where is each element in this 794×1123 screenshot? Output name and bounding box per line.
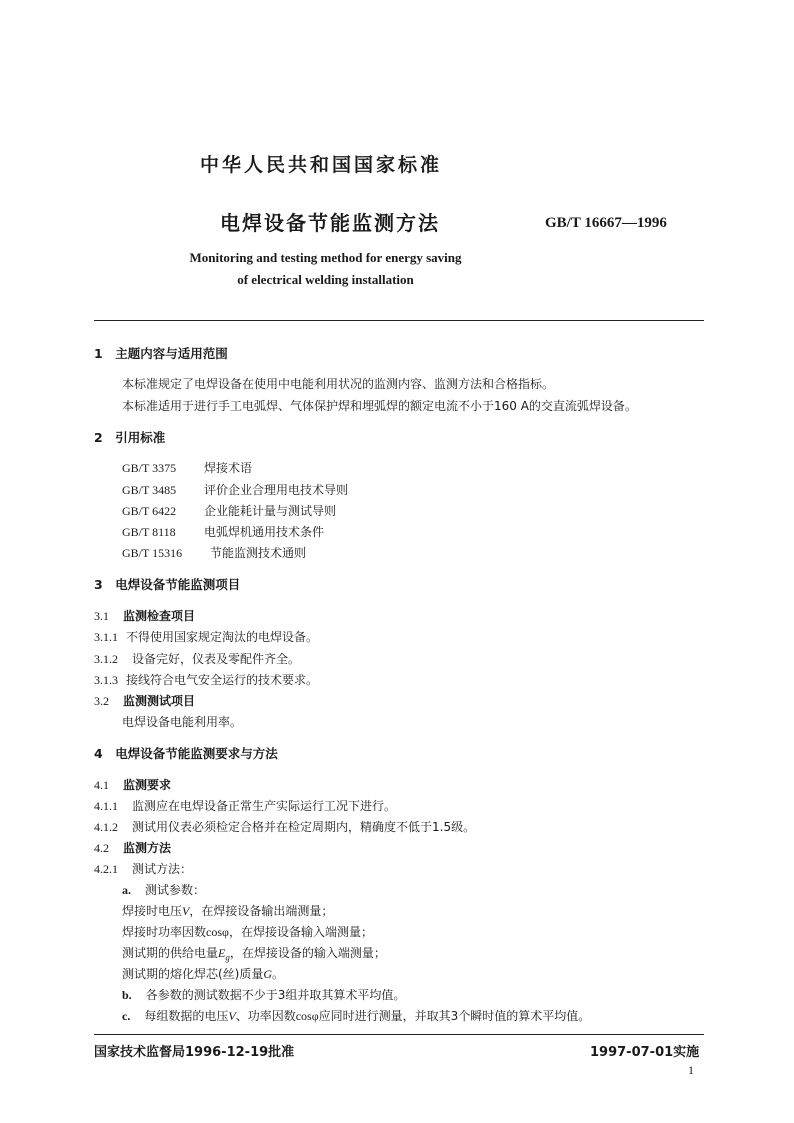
clause-number: 4.1.2 [94,820,118,834]
document-title: 电焊设备节能监测方法 [220,211,440,235]
reference-code: GB/T 3375 [122,461,177,475]
reference-code: GB/T 15316 [122,546,183,560]
param-text: ，在焊接设备输出端测量； [189,904,334,918]
clause-4-1 [94,777,171,793]
clause-4-2-1 [94,861,192,877]
symbol-energy: E [218,946,226,960]
clause-3-1 [94,608,195,624]
reference-item [122,460,252,476]
clause-title: 监测检查项目 [123,609,196,623]
reference-item [122,524,324,540]
clause-title: 监测要求 [123,778,172,792]
implementation-date: 1997-07-01实施 [590,1045,700,1060]
header-divider [94,320,704,321]
item-text: 、功率因数 [235,1009,296,1023]
clause-number: 3.1.1 [94,630,118,644]
reference-title: 焊接术语 [204,461,253,475]
reference-title: 电弧焊机通用技术条件 [204,525,325,539]
param-text: ，在焊接设备的输入端测量； [229,946,386,960]
footer-divider [94,1034,704,1035]
clause-3-1-3 [94,672,318,688]
clause-3-1-1 [94,629,318,645]
clause-number: 3.1.2 [94,652,118,666]
item-text: 测试参数： [145,883,206,897]
section-4-heading: 4 电焊设备节能监测要求与方法 [94,746,278,761]
clause-4-1-1 [94,798,396,814]
clause-text: 设备完好，仪表及零配件齐全。 [132,652,301,666]
reference-code: GB/T 3485 [122,483,177,497]
item-label: b. [122,988,132,1002]
param-text: 测试期的供给电量 [122,946,219,960]
clause-number: 3.1.3 [94,673,118,687]
reference-title: 评价企业合理用电技术导则 [204,483,349,497]
reference-title: 节能监测技术通则 [210,546,307,560]
item-b [122,987,405,1003]
page-number: 1 [688,1063,694,1077]
section-1-paragraph-1: 本标准规定了电焊设备在使用中电能利用状况的监测内容、监测方法和合格指标。 [122,377,555,391]
item-label: c. [122,1009,131,1023]
param-text: 测试期的熔化焊芯(丝)质量 [122,967,264,981]
clause-3-2 [94,693,195,709]
standard-number-text: GB/T 16667—1996 [545,215,667,231]
param-text: 。 [272,967,285,981]
clause-number: 4.2.1 [94,862,118,876]
english-title-line-1: Monitoring and testing method for energy saving [189,250,462,265]
clause-text: 不得使用国家规定淘汰的电焊设备。 [126,630,319,644]
param-voltage [122,903,333,919]
symbol-mass: G [263,967,273,981]
item-label: a. [122,883,131,897]
section-2-heading: 2 引用标准 [94,430,166,445]
clause-4-2 [94,840,171,856]
standard-number [545,213,667,232]
clause-text: 测试用仪表必须检定合格并在检定周期内，精确度不低于1.5级。 [132,820,476,834]
item-text: 每组数据的电压 [144,1009,229,1023]
clause-number: 4.2 [94,841,109,855]
param-power-factor [122,924,373,940]
reference-code: GB/T 8118 [122,525,176,539]
reference-item [122,482,348,498]
symbol-power-factor: cosφ [295,1009,319,1023]
symbol-energy-subscript: g [225,952,230,963]
clause-text: 接线符合电气安全运行的技术要求。 [126,673,319,687]
symbol-voltage: V [228,1009,236,1023]
clause-text: 测试方法： [132,862,193,876]
param-energy [122,945,386,965]
reference-item [122,545,306,561]
symbol-voltage: V [182,904,190,918]
section-1-heading: 1 主题内容与适用范围 [94,346,228,361]
section-3-heading: 3 电焊设备节能监测项目 [94,577,241,592]
clause-title: 监测测试项目 [123,694,196,708]
clause-title: 监测方法 [123,841,172,855]
clause-3-2-text: 电焊设备电能利用率。 [122,715,243,729]
param-text: ，在焊接设备输入端测量； [228,925,373,939]
clause-3-1-2 [94,651,300,667]
clause-number: 4.1 [94,778,109,792]
clause-number: 3.2 [94,694,109,708]
national-standard-label: 中华人民共和国国家标准 [200,154,443,176]
param-text: 焊接时功率因数 [122,925,207,939]
clause-text: 监测应在电焊设备正常生产实际运行工况下进行。 [132,799,397,813]
approval-date: 国家技术监督局1996-12-19批准 [94,1045,295,1060]
item-text: 应同时进行测量，并取其3个瞬时值的算术平均值。 [318,1009,591,1023]
symbol-power-factor: cosφ [206,925,229,939]
clause-number: 4.1.1 [94,799,118,813]
param-mass [122,966,284,982]
param-text: 焊接时电压 [122,904,183,918]
item-text: 各参数的测试数据不少于3组并取其算术平均值。 [145,988,406,1002]
english-title-line-2: of electrical welding installation [237,272,414,287]
reference-code: GB/T 6422 [122,504,177,518]
clause-4-1-2 [94,819,475,835]
reference-item [122,503,336,519]
clause-number: 3.1 [94,609,109,623]
section-1-paragraph-2: 本标准适用于进行手工电弧焊、气体保护焊和埋弧焊的额定电流不小于160 A的交直流弧焊设备。 [122,399,637,413]
item-c [122,1008,590,1024]
reference-title: 企业能耗计量与测试导则 [204,504,337,518]
item-a [122,882,205,898]
